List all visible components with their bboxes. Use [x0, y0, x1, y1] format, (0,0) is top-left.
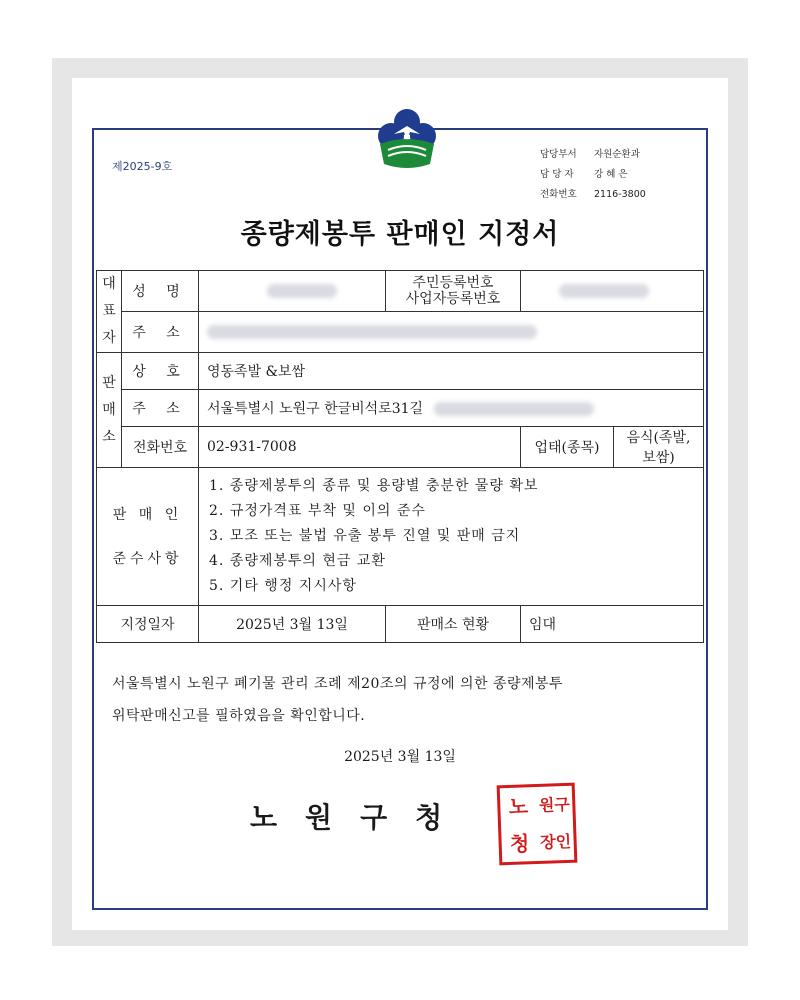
issuer-name: 노원구청 — [250, 801, 471, 834]
confirmation-notice: 서울특별시 노원구 폐기물 관리 조례 제20조의 규정에 의한 종량제봉투 위탁판매신고를 필하였음을 확인합니다. — [112, 676, 564, 724]
designation-date-label: 지정일자 — [97, 606, 199, 643]
name-label: 성 명 — [122, 271, 199, 312]
compliance-item: 1. 종량제봉투의 종류 및 용량별 충분한 물량 확보 — [209, 478, 539, 494]
representative-group-label: 대 표 자 — [97, 271, 122, 353]
document-number: 제2025-9호 — [112, 160, 173, 173]
official-seal: 노 원구 청 장인 — [497, 783, 578, 866]
compliance-item: 4. 종량제봉투의 현금 교환 — [209, 553, 386, 569]
name-value-redacted — [199, 271, 386, 312]
store-phone-value: 02-931-7008 — [199, 427, 521, 468]
phone-label: 전화번호 — [540, 189, 577, 200]
store-phone-label: 전화번호 — [122, 427, 199, 468]
staff-info — [540, 145, 646, 205]
store-status-value: 임대 — [521, 606, 704, 643]
compliance-item: 5. 기타 행정 지시사항 — [209, 578, 357, 594]
compliance-list — [199, 468, 704, 606]
compliance-label: 판 매 인 준수사항 — [97, 468, 199, 606]
nowon-emblem-icon — [374, 104, 440, 174]
business-type-label: 업태(종목) — [521, 427, 614, 468]
store-status-label: 판매소 현황 — [386, 606, 521, 643]
designation-date-value: 2025년 3월 13일 — [199, 606, 386, 643]
business-type-value: 음식(족발,보쌈) — [614, 427, 704, 468]
department-label: 담당부서 — [540, 149, 577, 160]
designation-form-table — [96, 270, 704, 643]
rep-address-redacted — [199, 312, 704, 353]
regno-label: 주민등록번호 사업자등록번호 — [386, 271, 521, 312]
phone-value: 2116-3800 — [594, 189, 646, 200]
trade-name-label: 상 호 — [122, 353, 199, 390]
regno-value-redacted — [521, 271, 704, 312]
compliance-item: 2. 규정가격표 부착 및 이의 준수 — [209, 503, 426, 519]
person-label: 담 당 자 — [540, 169, 574, 180]
compliance-item: 3. 모조 또는 불법 유출 봉투 진열 및 판매 금지 — [209, 528, 521, 544]
person-value: 강 혜 은 — [594, 169, 628, 180]
department-value: 자원순환과 — [594, 149, 640, 160]
issue-date: 2025년 3월 13일 — [344, 749, 456, 765]
rep-address-label: 주 소 — [122, 312, 199, 353]
store-address-cell — [199, 390, 704, 427]
store-address-label: 주 소 — [122, 390, 199, 427]
store-address-value: 서울특별시 노원구 한글비석로31길 — [207, 401, 424, 417]
document-title: 종량제봉투 판매인 지정서 — [240, 219, 560, 250]
store-group-label: 판 매 소 — [97, 353, 122, 468]
trade-name-value: 영동족발 &보쌈 — [199, 353, 704, 390]
